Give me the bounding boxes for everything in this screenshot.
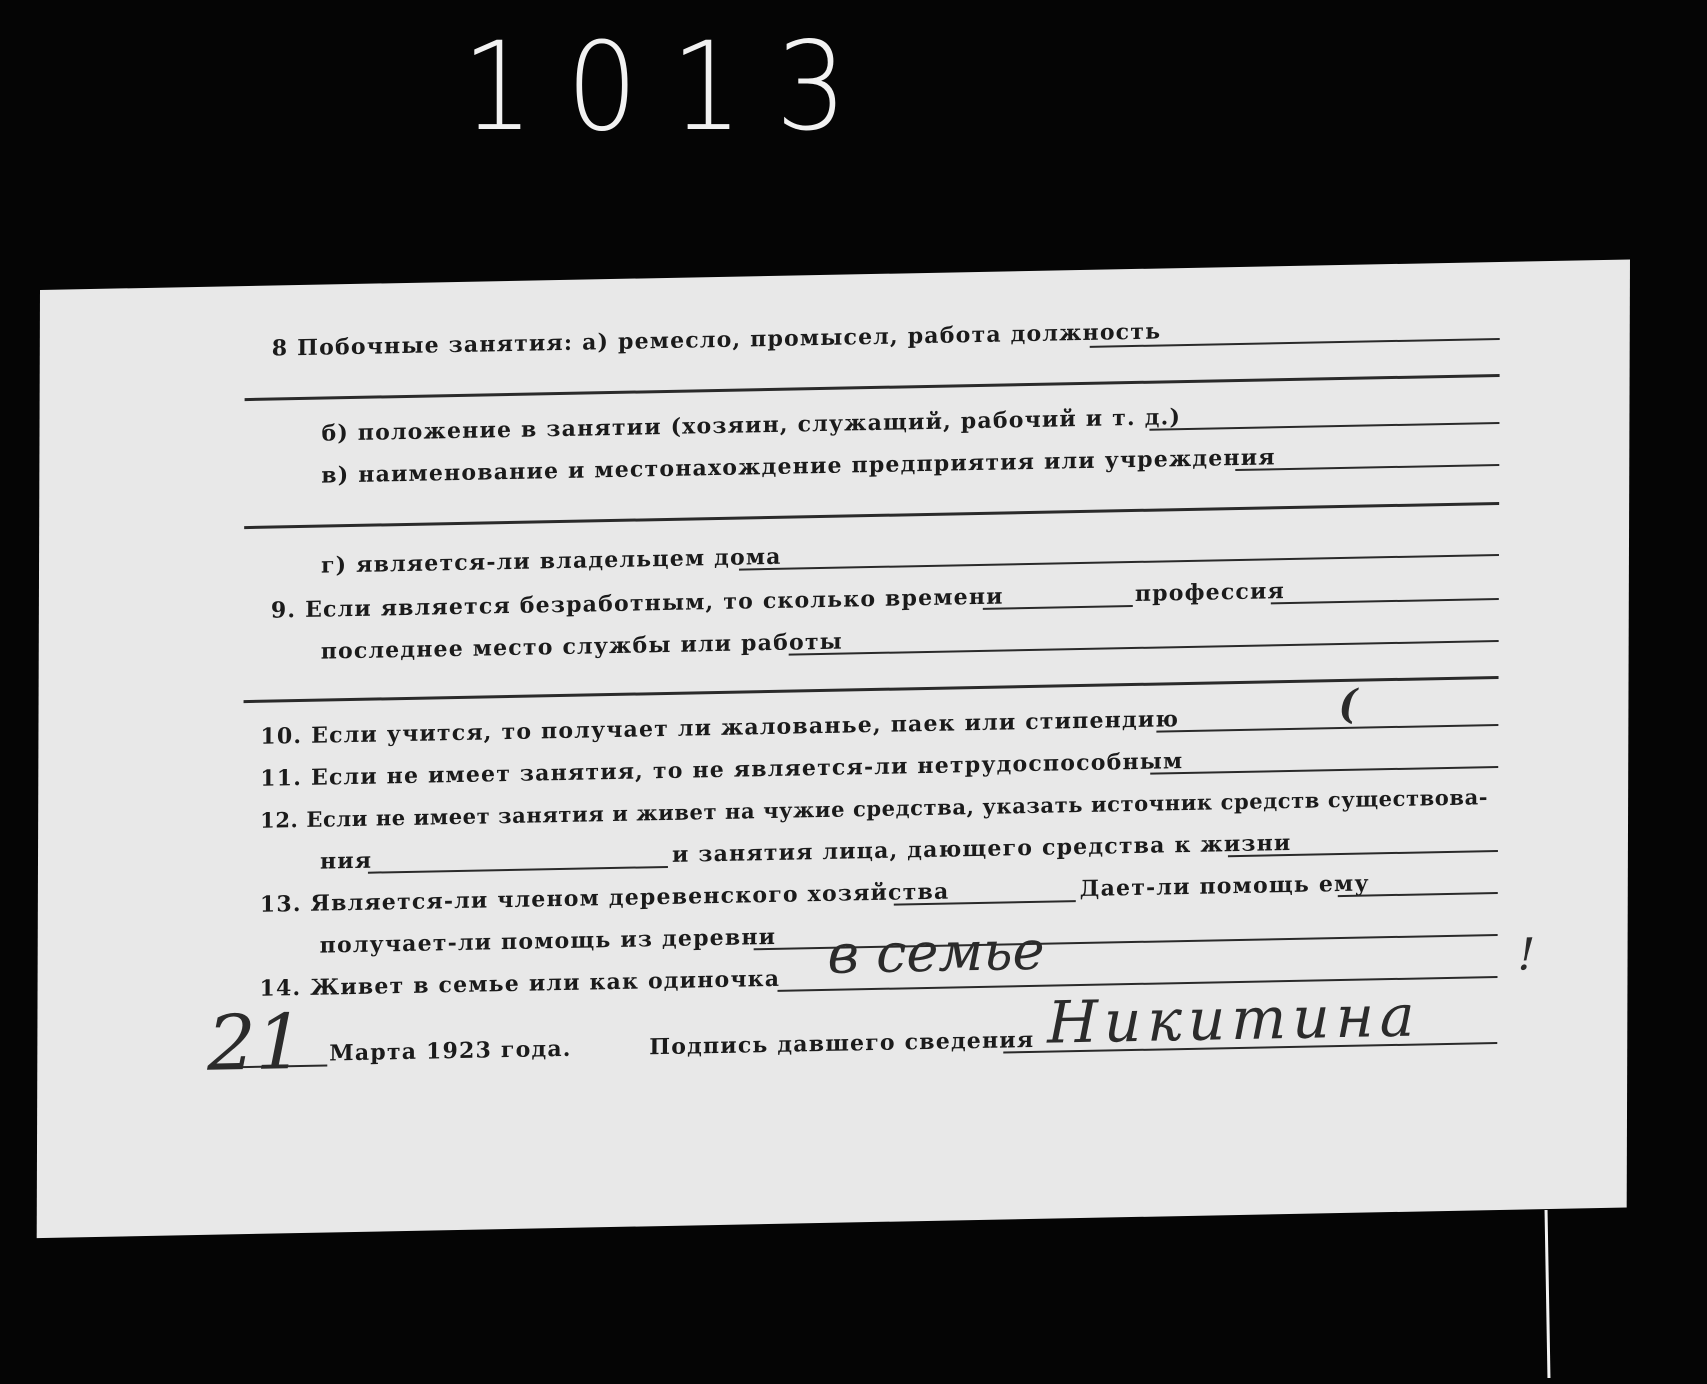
q9-b-fill-line xyxy=(789,640,1499,656)
q13-b-label: получает-ли помощь из деревни xyxy=(319,923,777,959)
q8-b-fill-line xyxy=(1149,422,1499,431)
q14-handwritten-answer: в семье xyxy=(827,918,1045,986)
q8-a-label: 8 Побочные занятия: а) ремесло, промысел, работа должность xyxy=(271,318,1162,362)
frame-number: 1013 xyxy=(462,16,881,158)
q13-a-label: 13. Является-ли членом деревенского хозяйства xyxy=(259,878,950,918)
margin-handwritten-mark: ! xyxy=(1517,929,1536,981)
q8-v-rule xyxy=(244,502,1499,529)
date-label: Марта 1923 года. xyxy=(329,1035,572,1067)
q8-g-label: г) является-ли владельцем дома xyxy=(320,543,782,579)
census-card xyxy=(37,259,1630,1238)
signature-label: Подпись давшего сведения xyxy=(649,1026,1035,1061)
q8-g-fill-line xyxy=(739,554,1499,571)
q10-label: 10. Если учится, то получает ли жалованье, паек или стипендию xyxy=(260,706,1180,750)
q12-b2-label: и занятия лица, дающего средства к жизни xyxy=(671,829,1292,868)
q9-profession-fill-line xyxy=(1271,598,1499,604)
q14-label: 14. Живет в семье или как одиночка xyxy=(259,965,781,1002)
date-day-handwritten: 21 xyxy=(207,996,305,1088)
q9-rule xyxy=(244,676,1499,703)
q8-b-label: б) положение в занятии (хозяин, служащий, рабочий и т. д.) xyxy=(321,404,1182,447)
q8-full-rule xyxy=(245,374,1500,401)
q12-a-label: 12. Если не имеет занятия и живет на чужие средства, указать источник средств существова- xyxy=(260,784,1489,833)
q10-handwritten-mark: ( xyxy=(1338,680,1358,729)
q13-a2-label: Дает-ли помощь ему xyxy=(1079,870,1370,903)
q9-profession-label: профессия xyxy=(1134,578,1286,607)
q9-a-fill-line xyxy=(983,605,1133,610)
q11-fill-line xyxy=(1150,766,1498,775)
signature-handwritten: Никитина xyxy=(1047,981,1421,1057)
q10-fill-line xyxy=(1156,724,1498,733)
q11-label: 11. Если не имеет занятия, то не является-ли нетрудоспособным xyxy=(260,748,1184,792)
q9-b-label: последнее место службы или работы xyxy=(320,628,844,665)
q12-b1-fill-line xyxy=(368,866,668,874)
q12-b1-label: ния xyxy=(319,847,373,875)
q9-a-label: 9. Если является безработным, то сколько времени xyxy=(270,583,1004,624)
q8-v-label: в) наименование и местонахождение предприятия или учреждения xyxy=(321,444,1276,489)
film-scratch xyxy=(1545,1210,1551,1378)
